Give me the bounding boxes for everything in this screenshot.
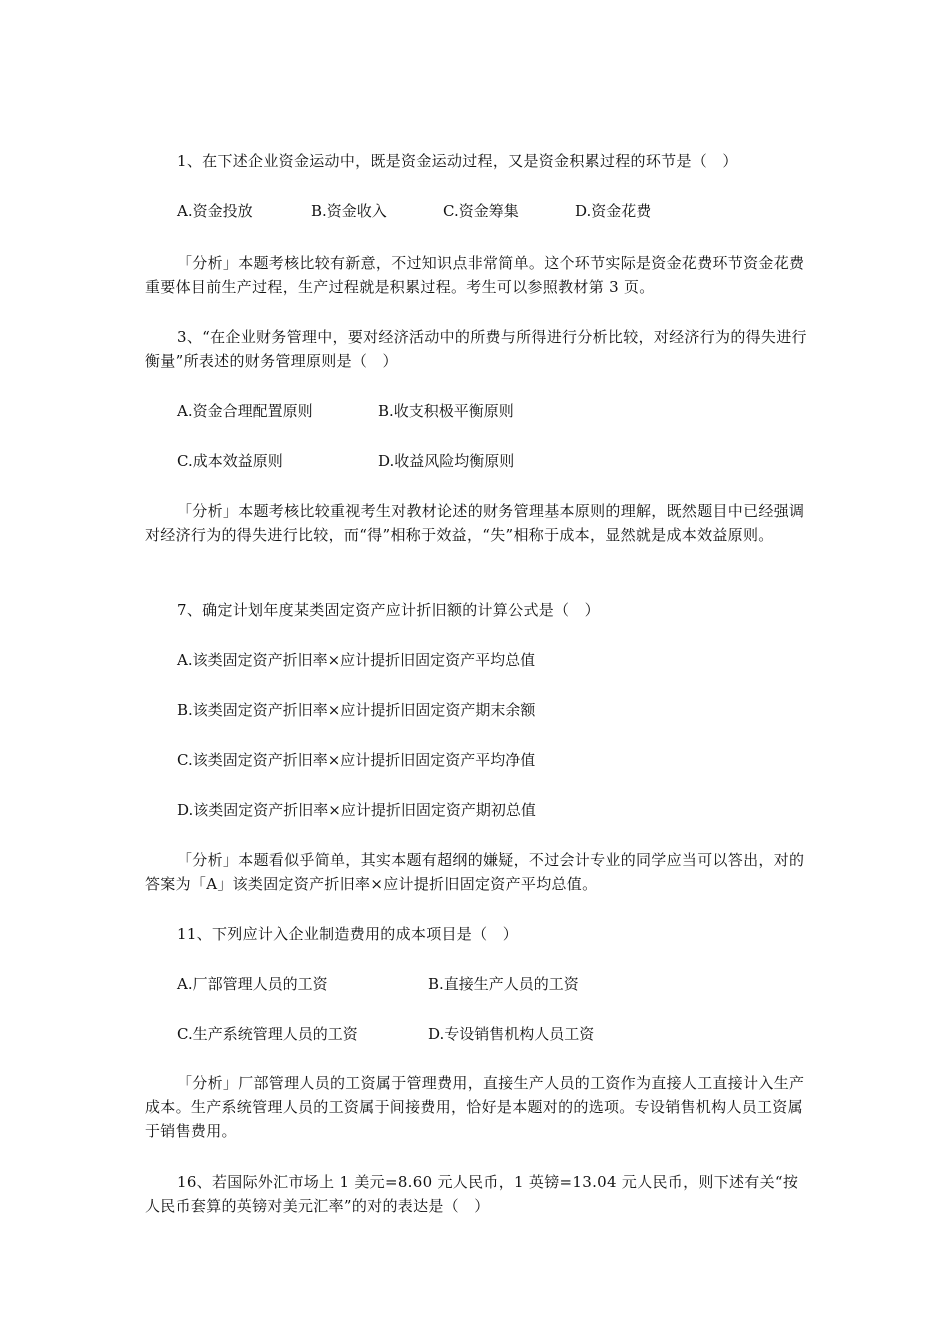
question-16: 16、若国际外汇市场上 1 美元=8.60 元人民币，1 英镑=13.04 元人民币，则下述有关“按人民币套算的英镑对美元汇率”的对的表达是（ ）	[145, 1173, 799, 1215]
q3-option-c: C.成本效益原则	[177, 452, 283, 470]
q7-option-c: C.该类固定资产折旧率×应计提折旧固定资产平均净值	[177, 751, 536, 769]
q3-option-b: B.收支积极平衡原则	[378, 402, 514, 420]
q7-option-d: D.该类固定资产折旧率×应计提折旧固定资产期初总值	[177, 801, 536, 819]
q1-option-c: C.资金筹集	[443, 202, 519, 220]
q3-option-d: D.收益风险均衡原则	[378, 452, 515, 470]
analysis-7: 「分析」本题看似乎简单，其实本题有超纲的嫌疑，不过会计专业的同学应当可以答出，对的答案为「A」该类固定资产折旧率×应计提折旧固定资产平均总值。	[145, 851, 805, 893]
q1-option-d: D.资金花费	[575, 202, 652, 220]
analysis-11: 「分析」厂部管理人员的工资属于管理费用，直接生产人员的工资作为直接人工直接计入生产成本。生产系统管理人员的工资属于间接费用，恰好是本题对的的选项。专设销售机构人员工资属于销售费用。	[145, 1074, 805, 1140]
q11-option-b: B.直接生产人员的工资	[428, 975, 579, 993]
question-7: 7、确定计划年度某类固定资产应计折旧额的计算公式是（ ）	[177, 601, 600, 619]
q7-option-b: B.该类固定资产折旧率×应计提折旧固定资产期末余额	[177, 701, 536, 719]
question-11: 11、下列应计入企业制造费用的成本项目是（ ）	[177, 925, 518, 943]
q11-option-d: D.专设销售机构人员工资	[428, 1025, 595, 1043]
q11-option-a: A.厂部管理人员的工资	[177, 975, 328, 993]
analysis-3: 「分析」本题考核比较重视考生对教材论述的财务管理基本原则的理解，既然题目中已经强调对经济行为的得失进行比较，而“得”相称于效益，“失”相称于成本，显然就是成本效益原则。	[145, 502, 805, 544]
q1-option-b: B.资金收入	[311, 202, 387, 220]
q3-option-a: A.资金合理配置原则	[177, 402, 313, 420]
q7-option-a: A.该类固定资产折旧率×应计提折旧固定资产平均总值	[177, 651, 536, 669]
q11-option-c: C.生产系统管理人员的工资	[177, 1025, 358, 1043]
analysis-1: 「分析」本题考核比较有新意，不过知识点非常简单。这个环节实际是资金花费环节资金花费重要体目前生产过程，生产过程就是积累过程。考生可以参照教材第 3 页。	[145, 254, 805, 296]
q1-option-a: A.资金投放	[177, 202, 253, 220]
question-3: 3、“在企业财务管理中，要对经济活动中的所费与所得进行分析比较，对经济行为的得失进行衡量”所表述的财务管理原则是（ ）	[145, 328, 807, 370]
question-1: 1、在下述企业资金运动中，既是资金运动过程，又是资金积累过程的环节是（ ）	[177, 152, 738, 170]
